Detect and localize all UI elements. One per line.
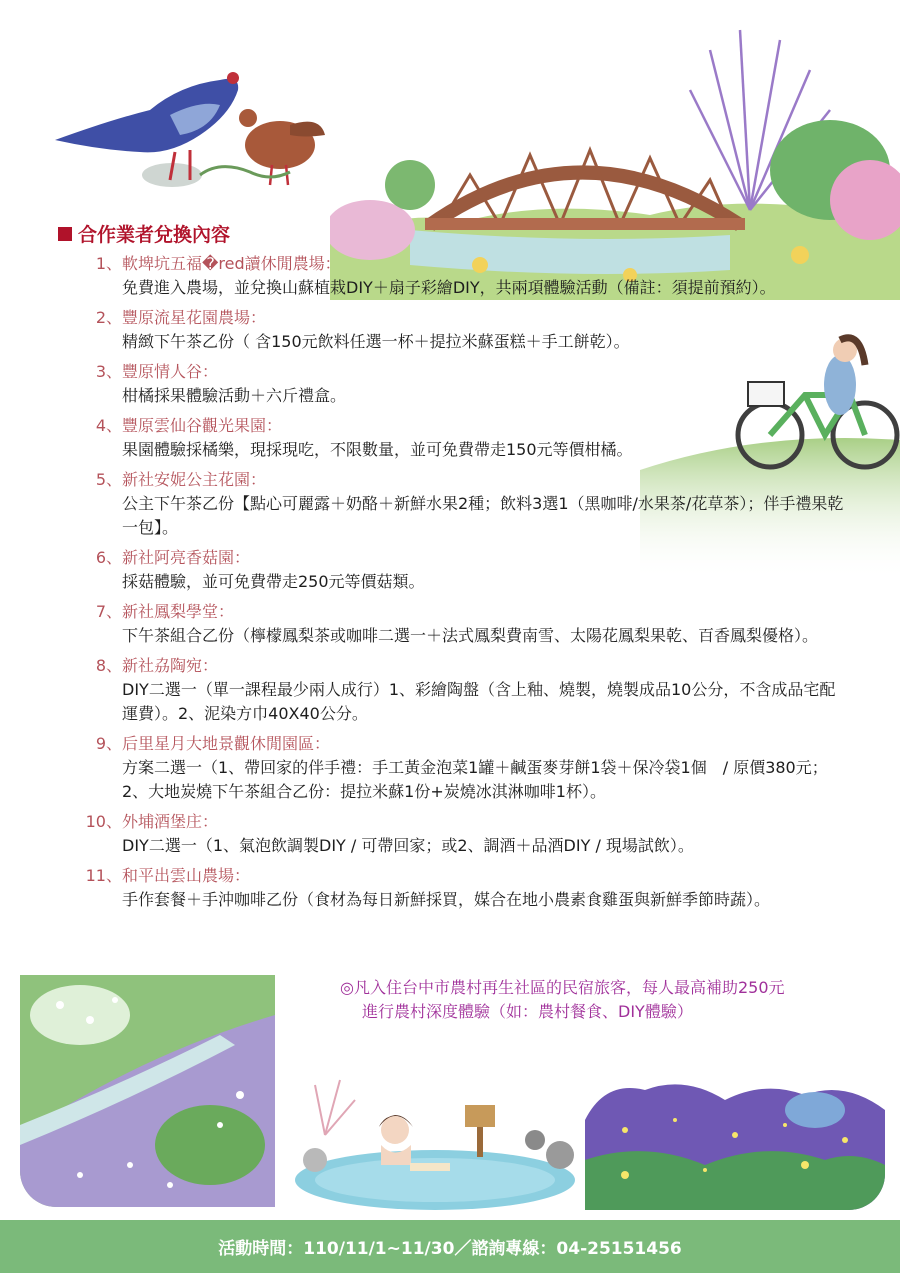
footer-info: 活動時間：110/11/1~11/30／諮詢專線：04-25151456 (218, 1239, 682, 1259)
hot-spring-illustration (285, 1065, 585, 1210)
note-line-2: 進行農村深度體驗（如：農村餐食、DIY體驗） (362, 1002, 693, 1021)
list-item (82, 600, 850, 648)
list-item (82, 360, 850, 408)
list-item (82, 864, 850, 912)
item-description: 採菇體驗，並可免費帶走250元等價菇類。 (122, 572, 425, 591)
firefly-night-illustration (585, 1080, 885, 1210)
item-name: 豐原情人谷： (122, 362, 219, 381)
footer-bar (0, 1220, 900, 1273)
item-number: 4、 (95, 416, 122, 435)
heading-square-icon (58, 227, 72, 241)
list-item (82, 654, 850, 726)
section-title: 合作業者兌換內容 (78, 224, 231, 246)
item-description: 下午茶組合乙份（檸檬鳳梨茶或咖啡二選一＋法式鳳梨費南雪、太陽花鳳梨果乾、百香鳳梨優格）。 (122, 626, 819, 645)
list-item (82, 414, 850, 462)
section-heading (58, 220, 230, 247)
item-name: 新社劦陶宛： (122, 656, 219, 675)
item-description: DIY二選一（單一課程最少兩人成行）1、彩繪陶盤（含上釉、燒製，燒製成品10公分，不含成品宅配運費）。2、泥染方巾40X40公分。 (122, 680, 836, 723)
item-description: 免費進入農場，並兌換山蘇植栽DIY＋扇子彩繪DIY，共兩項體驗活動（備註：須提前預約）。 (122, 278, 776, 297)
item-name: 豐原雲仙谷觀光果園： (122, 416, 283, 435)
item-number: 11、 (85, 866, 122, 885)
list-item (82, 252, 850, 300)
list-item (82, 732, 850, 804)
item-description: 方案二選一（1、帶回家的伴手禮：手工黃金泡菜1罐＋鹹蛋麥芽餅1袋＋保冷袋1個 / 原價380元；2、大地炭燒下午茶組合乙份：提拉米蘇1份+炭燒冰淇淋咖啡1杯）。 (122, 758, 828, 801)
flower-stream-illustration (20, 975, 275, 1207)
item-name: 和平出雲山農場： (122, 866, 251, 885)
item-number: 6、 (95, 548, 122, 567)
partner-list (82, 252, 850, 918)
item-number: 10、 (85, 812, 122, 831)
list-item (82, 546, 850, 594)
item-number: 8、 (95, 656, 122, 675)
note-line-1: ◎凡入住台中市農村再生社區的民宿旅客，每人最高補助250元 (340, 978, 785, 997)
item-description: 手作套餐＋手沖咖啡乙份（食材為每日新鮮採買，媒合在地小農素食雞蛋與新鮮季節時蔬）。 (122, 890, 771, 909)
item-name: 豐原流星花園農場： (122, 308, 267, 327)
list-item (82, 468, 850, 540)
item-number: 7、 (95, 602, 122, 621)
item-number: 1、 (95, 254, 122, 273)
item-name: 外埔酒堡庄： (122, 812, 219, 831)
item-number: 5、 (95, 470, 122, 489)
item-description: 精緻下午茶乙份（ 含150元飲料任選一杯＋提拉米蘇蛋糕＋手工餅乾）。 (122, 332, 630, 351)
subsidy-note (340, 976, 860, 1024)
item-name: 新社安妮公主花園： (122, 470, 267, 489)
item-number: 9、 (95, 734, 122, 753)
item-name: 新社鳳梨學堂： (122, 602, 235, 621)
item-name: 新社阿亮香菇園： (122, 548, 251, 567)
item-number: 2、 (95, 308, 122, 327)
item-description: 果園體驗採橘樂，現採現吃，不限數量，並可免費帶走150元等價柑橘。 (122, 440, 633, 459)
item-description: 柑橘採果體驗活動＋六斤禮盒。 (122, 386, 347, 405)
item-number: 3、 (95, 362, 122, 381)
item-description: DIY二選一（1、氣泡飲調製DIY / 可帶回家；或2、調酒＋品酒DIY / 現場試飲）。 (122, 836, 694, 855)
list-item (82, 810, 850, 858)
list-item (82, 306, 850, 354)
pheasant-birds-illustration (50, 60, 330, 190)
item-name: 后里星月大地景觀休閒園區： (122, 734, 331, 753)
item-description: 公主下午茶乙份【點心可麗露＋奶酪＋新鮮水果2種；飲料3選1（黑咖啡/水果茶/花草茶）；伴手禮果乾一包】。 (122, 494, 844, 537)
item-name: 軟埤坑五福�red讀休閒農場： (122, 254, 341, 273)
